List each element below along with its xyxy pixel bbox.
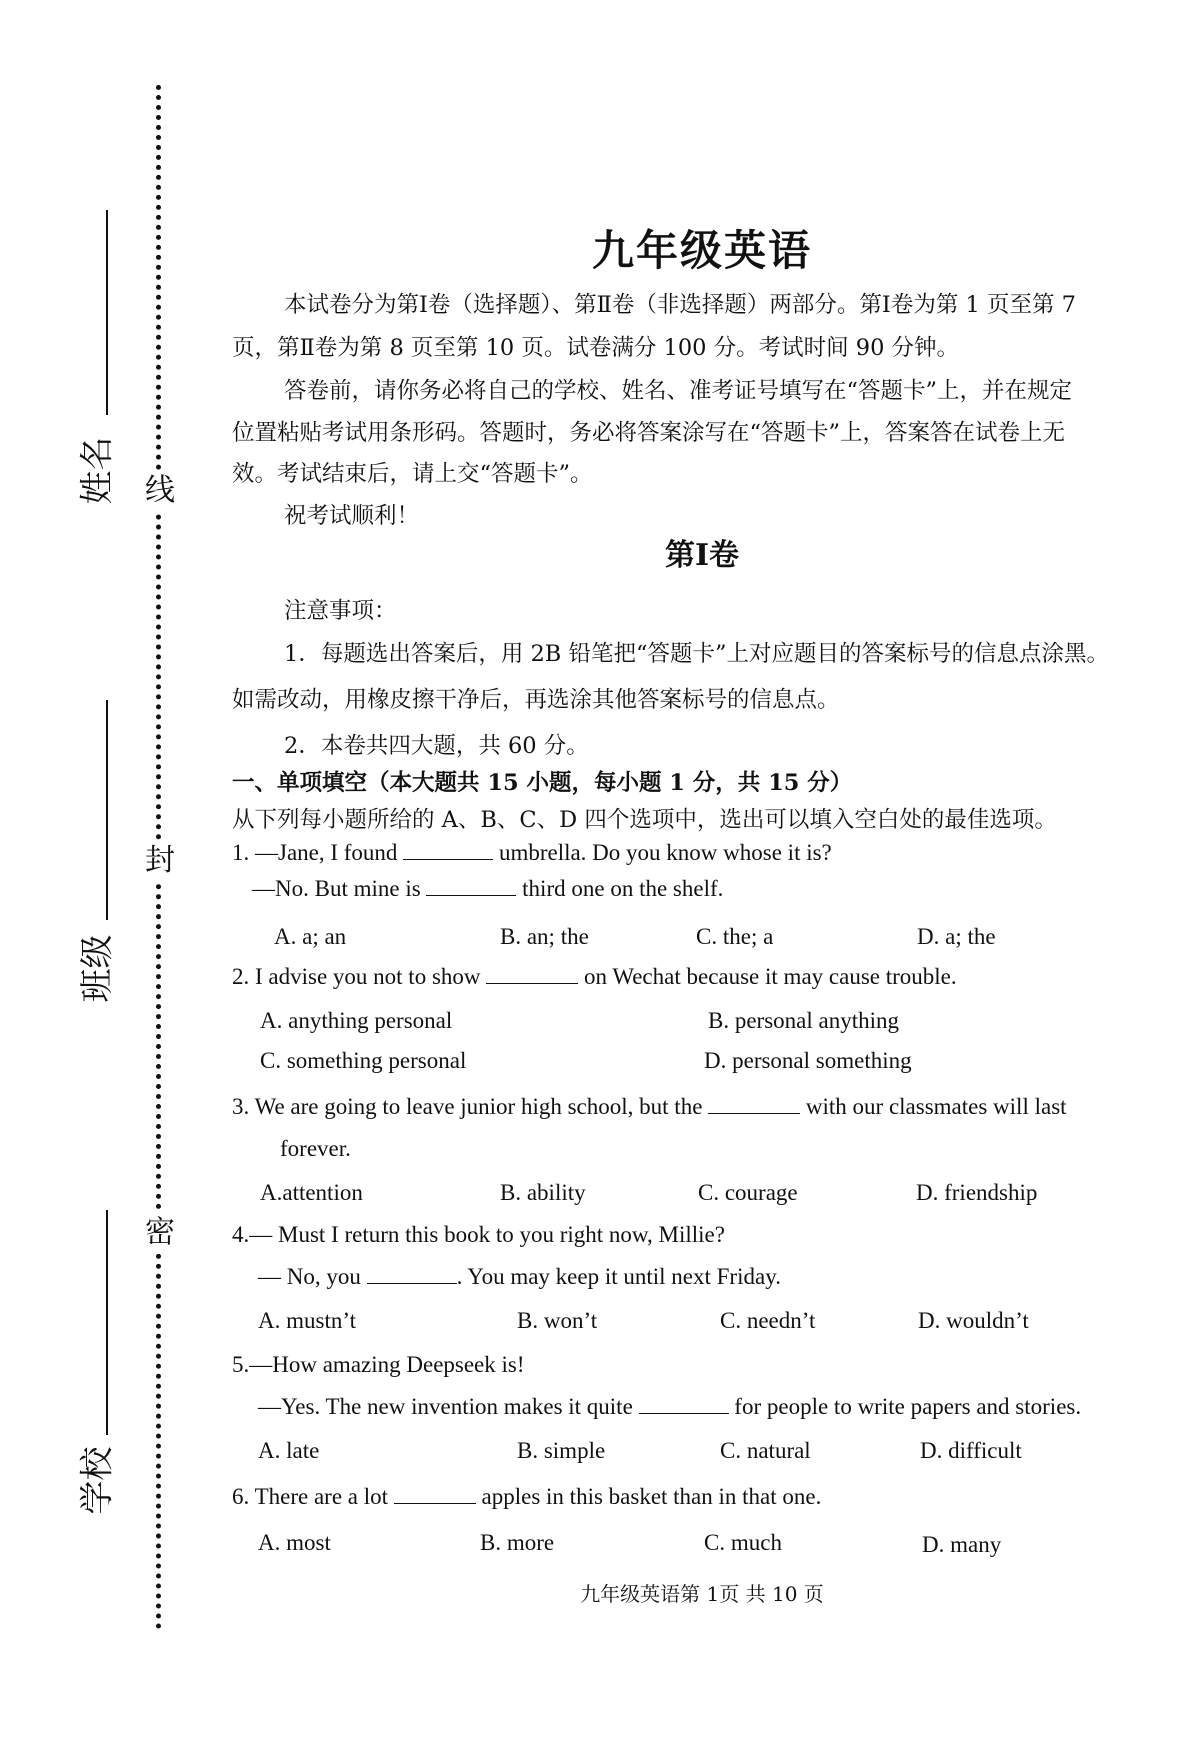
question-4-line-2 <box>258 1264 1198 1290</box>
option-d[interactable]: D. wouldn’t <box>918 1308 1029 1333</box>
option-a[interactable]: A. anything personal <box>260 1008 453 1033</box>
option-c[interactable]: C. needn’t <box>720 1308 816 1333</box>
question-text: third one on the shelf. <box>522 876 724 901</box>
option-c[interactable]: C. natural <box>720 1438 811 1463</box>
question-6-line-1 <box>232 1484 1172 1510</box>
notes-line: 2．本卷共四大题，共 60 分。 <box>284 733 589 759</box>
question-4-line-1: 4.— Must I return this book to you right now, Millie? <box>232 1222 725 1247</box>
option-d[interactable]: D. many <box>922 1532 1002 1557</box>
option-a[interactable]: A. most <box>258 1530 331 1555</box>
intro-line: 页，第Ⅱ卷为第 8 页至第 10 页。试卷满分 100 分。考试时间 90 分钟。 <box>232 335 960 361</box>
option-b[interactable]: B. more <box>480 1530 555 1555</box>
answer-blank[interactable] <box>708 1095 800 1114</box>
binding-margin <box>0 0 200 1753</box>
option-d[interactable]: D. personal something <box>704 1048 912 1073</box>
answer-blank[interactable] <box>639 1395 729 1414</box>
option-a[interactable]: A.attention <box>260 1180 363 1205</box>
option-b[interactable]: B. personal anything <box>708 1008 899 1033</box>
option-b[interactable]: B. simple <box>517 1438 606 1463</box>
school-line <box>106 1210 108 1435</box>
class-line <box>106 700 108 920</box>
question-text: 3. We are going to leave junior high school, but the <box>232 1094 703 1119</box>
intro-line: 答卷前，请你务必将自己的学校、姓名、准考证号填写在“答题卡”上，并在规定 <box>284 378 1073 404</box>
question-2-line-1 <box>232 964 1172 990</box>
question-text: for people to write papers and stories. <box>734 1394 1082 1419</box>
question-text: 2. I advise you not to show <box>232 964 481 989</box>
option-a[interactable]: A. a; an <box>274 924 347 949</box>
school-field[interactable] <box>64 1210 124 1530</box>
option-b[interactable]: B. won’t <box>517 1308 598 1333</box>
question-text: . You may keep it until next Friday. <box>456 1264 781 1289</box>
question-text: 1. —Jane, I found <box>232 840 398 865</box>
option-c[interactable]: C. courage <box>698 1180 798 1205</box>
intro-line: 本试卷分为第Ⅰ卷（选择题）、第Ⅱ卷（非选择题）两部分。第Ⅰ卷为第 1 页至第 7 <box>284 292 1076 318</box>
question-text: 6. There are a lot <box>232 1484 389 1509</box>
seal-char-secret: 密 <box>143 1212 177 1254</box>
question-text: — No, you <box>258 1264 361 1289</box>
seal-char-seal: 封 <box>143 840 177 882</box>
option-b[interactable]: B. ability <box>500 1180 586 1205</box>
option-c[interactable]: C. much <box>704 1530 782 1555</box>
name-field[interactable] <box>64 210 124 510</box>
notes-line: 1．每题选出答案后，用 2B 铅笔把“答题卡”上对应题目的答案标号的信息点涂黑。 <box>284 641 1109 667</box>
name-line <box>106 210 108 415</box>
intro-line: 效。考试结束后，请上交“答题卡”。 <box>232 461 593 487</box>
option-c[interactable]: C. the; a <box>696 924 774 949</box>
question-5-line-1: 5.—How amazing Deepseek is! <box>232 1352 525 1377</box>
part-title: 第Ⅰ卷 <box>664 538 740 573</box>
question-3-line-2: forever. <box>280 1136 351 1161</box>
question-text: apples in this basket than in that one. <box>481 1484 822 1509</box>
answer-blank[interactable] <box>394 1485 476 1504</box>
option-a[interactable]: A. mustn’t <box>258 1308 356 1333</box>
question-text: with our classmates will last <box>805 1094 1067 1119</box>
answer-blank[interactable] <box>403 841 493 860</box>
class-label: 班级 <box>77 934 118 1003</box>
option-c[interactable]: C. something personal <box>260 1048 467 1073</box>
name-label: 姓名 <box>77 436 118 505</box>
section-instruction: 从下列每小题所给的 A、B、C、D 四个选项中，选出可以填入空白处的最佳选项。 <box>232 807 1057 833</box>
question-text: umbrella. Do you know whose it is? <box>498 840 832 865</box>
option-b[interactable]: B. an; the <box>500 924 589 949</box>
class-field[interactable] <box>64 700 124 1020</box>
section-heading: 一、单项填空（本大题共 15 小题，每小题 1 分，共 15 分） <box>232 770 853 796</box>
question-text: on Wechat because it may cause trouble. <box>584 964 957 989</box>
notes-heading: 注意事项： <box>284 598 397 624</box>
option-a[interactable]: A. late <box>258 1438 320 1463</box>
answer-blank[interactable] <box>367 1265 457 1284</box>
notes-line: 如需改动，用橡皮擦干净后，再选涂其他答案标号的信息点。 <box>232 687 840 713</box>
question-1-line-2 <box>252 876 1192 902</box>
question-3-line-1 <box>232 1094 1172 1120</box>
question-text: —Yes. The new invention makes it quite <box>258 1394 633 1419</box>
question-text: —No. But mine is <box>252 876 421 901</box>
exam-title: 九年级英语 <box>591 226 812 275</box>
option-d[interactable]: D. friendship <box>916 1180 1038 1205</box>
question-1-line-1 <box>232 840 1172 866</box>
answer-blank[interactable] <box>486 965 578 984</box>
intro-line: 祝考试顺利！ <box>284 503 420 529</box>
school-label: 学校 <box>77 1446 118 1515</box>
intro-line: 位置粘贴考试用条形码。答题时，务必将答案涂写在“答题卡”上，答案答在试卷上无 <box>232 420 1066 446</box>
option-d[interactable]: D. a; the <box>917 924 996 949</box>
seal-char-line: 线 <box>143 470 177 512</box>
answer-blank[interactable] <box>426 877 516 896</box>
option-d[interactable]: D. difficult <box>920 1438 1022 1463</box>
page-footer: 九年级英语第 1页 共 10 页 <box>580 1582 824 1606</box>
question-5-line-2 <box>258 1394 1198 1420</box>
